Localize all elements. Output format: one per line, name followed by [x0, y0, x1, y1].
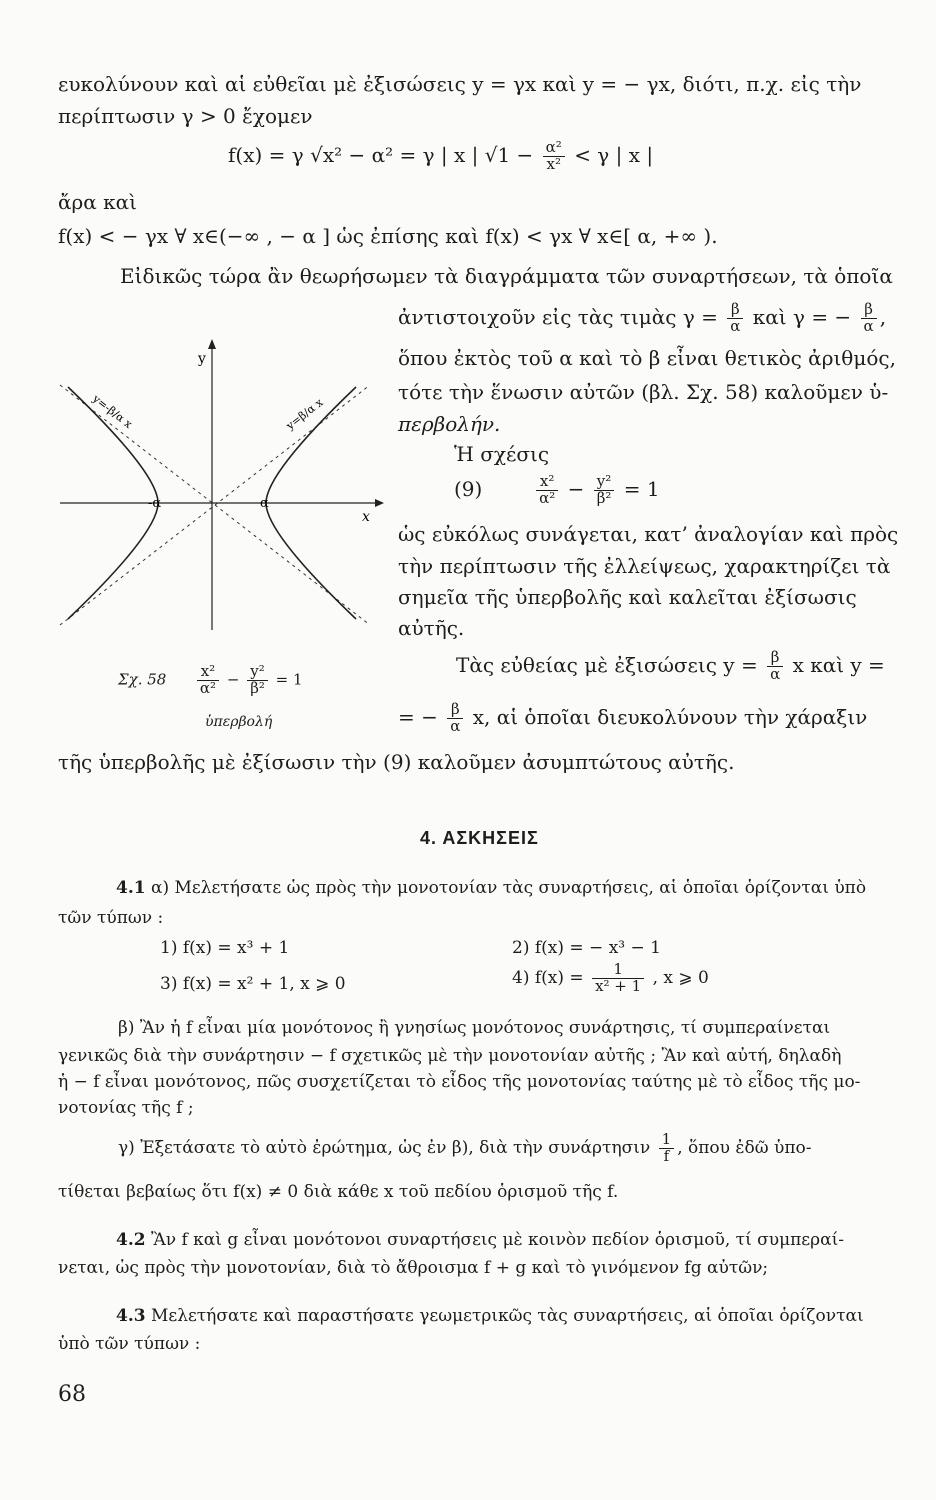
exercise-4-3-line: 4.3 Μελετήσατε καὶ παραστήσατε γεωμετρικῶς τὰς συναρτήσεις, αἱ ὁποῖαι ὁρίζονται — [116, 1306, 864, 1326]
text-line: νοτονίας τῆς f ; — [58, 1098, 194, 1118]
text-line: νεται, ὡς πρὸς τὴν μονοτονίαν, διὰ τὸ ἄθροισμα f + g καὶ τὸ γινόμενον fg αὐτῶν; — [58, 1258, 769, 1278]
text-line: ευκολύνουν καὶ αἱ εὐθεῖαι μὲ ἐξισώσεις y = γx καὶ y = − γx, διότι, π.χ. εἰς τὴν — [58, 72, 862, 96]
vertex-left-label: -α — [148, 496, 162, 511]
hyperbola-figure — [50, 335, 395, 635]
text-line: = − $\frac{\beta}{\alpha}$ x, αἱ ὁποῖαι διευκολύνουν τὴν χάραξιν — [398, 700, 868, 735]
x-axis-arrow — [375, 499, 384, 507]
text-line: Τὰς εὐθείας μὲ ἐξισώσεις y = $\frac{\beta}{\alpha}$ x καὶ y = — [456, 648, 885, 683]
formula-item-3: 3) f(x) = x² + 1, x ⩾ 0 — [160, 974, 346, 994]
text-line: τίθεται βεβαίως ὅτι f(x) ≠ 0 διὰ κάθε x τοῦ πεδίου ὁρισμοῦ τῆς f. — [58, 1182, 619, 1202]
formula-1: f(x) = γ √x² − α² = γ | x | √1 − $\frac{\text{α²}}{\text{x²}}$ < γ | x | — [228, 138, 654, 173]
page-number: 68 — [58, 1382, 86, 1407]
text-line: περβολήν. — [398, 412, 501, 436]
figure-caption: Σχ. 58 $\frac{\text{x²}}{\text{α²}}$ − $\frac{\text{y²}}{\text{β²}}$ = 1 — [118, 662, 303, 697]
y-axis-arrow — [208, 339, 216, 349]
y-axis-label: y — [198, 351, 206, 367]
text-line: γ) Ἐξετάσατε τὸ αὐτὸ ἐρώτημα, ὡς ἐν β), διὰ τὴν συνάρτησιν $\frac{1}{f}$ , ὅπου ἐδῶ ὑπο- — [118, 1130, 812, 1165]
text-line: Ἡ σχέσις — [454, 442, 550, 466]
text-line: περίπτωσιν γ > 0 ἔχομεν — [58, 104, 313, 128]
text-line: ὅπου ἐκτὸς τοῦ α καὶ τὸ β εἶναι θετικὸς ἀριθμός, — [398, 346, 896, 370]
formula-item-4: 4) f(x) = $\frac{1}{\text{x² + 1}}$ , x ⩾ 0 — [512, 960, 709, 995]
text-line: τὴν περίπτωσιν τῆς ἐλλείψεως, χαρακτηρίζει τὰ — [398, 554, 891, 578]
formula-2: f(x) < − γx ∀ x∈(−∞ , − α ] ὡς ἐπίσης καὶ f(x) < γx ∀ x∈[ α, +∞ ). — [58, 224, 718, 248]
text-line: ὡς εὐκόλως συνάγεται, κατ’ ἀναλογίαν καὶ πρὸς — [398, 522, 899, 546]
text-line: ἄρα καὶ — [58, 190, 137, 214]
vertex-right-label: α — [260, 496, 269, 511]
text-line: σημεῖα τῆς ὑπερβολῆς καὶ καλεῖται ἐξίσωσις — [398, 585, 857, 609]
text-line: γενικῶς διὰ τὴν συνάρτησιν − f σχετικῶς μὲ τὴν μονοτονίαν αὐτῆς ; Ἂν καὶ αὐτή, δηλαδὴ — [58, 1046, 842, 1066]
text-line: Εἰδικῶς τώρα ἂν θεωρήσωμεν τὰ διαγράμματα τῶν συναρτήσεων, τὰ ὁποῖα — [120, 264, 893, 288]
asymptote-left-label: y=-β/α x — [90, 392, 135, 431]
exercise-4-1-line: 4.1 α) Μελετήσατε ὡς πρὸς τὴν μονοτονίαν τὰς συναρτήσεις, αἱ ὁποῖαι ὁρίζονται ὑπὸ — [116, 878, 867, 898]
asymptote-right-label: y=β/α x — [283, 395, 326, 433]
text-line: τότε τὴν ἕνωσιν αὐτῶν (βλ. Σχ. 58) καλοῦμεν ὑ- — [398, 380, 889, 404]
text-line: τῶν τύπων : — [58, 908, 164, 928]
formula-item-1: 1) f(x) = x³ + 1 — [160, 938, 290, 958]
text-line: ἡ − f εἶναι μονότονος, πῶς συσχετίζεται τὸ εἶδος τῆς μονοτονίας ταύτης μὲ τὸ εἶδος τῆς μο- — [58, 1072, 861, 1092]
formula-item-2: 2) f(x) = − x³ − 1 — [512, 938, 661, 958]
exercise-4-2-line: 4.2 Ἂν f καὶ g εἶναι μονότονοι συναρτήσεις μὲ κοινὸν πεδίον ὁρισμοῦ, τί συμπεραί- — [116, 1230, 844, 1250]
text-line: β) Ἂν ἡ f εἶναι μία μονότονος ἢ γνησίως μονότονος συνάρτησις, τί συμπεραίνεται — [118, 1018, 831, 1038]
x-axis-label: x — [362, 509, 370, 525]
figure-caption-name: ὑπερβολή — [205, 714, 273, 730]
section-heading: 4. ΑΣΚΗΣΕΙΣ — [420, 828, 539, 848]
equation-9: (9) $\frac{\text{x²}}{\text{α²}}$ − $\frac{\text{y²}}{\text{β²}}$ = 1 — [454, 472, 660, 507]
text-line: ἀντιστοιχοῦν εἰς τὰς τιμὰς γ = $\frac{\beta}{\alpha}$ καὶ γ = − $\frac{\beta}{\alpha}$ , — [398, 300, 887, 335]
text-line: ὑπὸ τῶν τύπων : — [58, 1334, 201, 1354]
text-line: τῆς ὑπερβολῆς μὲ ἐξίσωσιν τὴν (9) καλοῦμεν ἀσυμπτώτους αὐτῆς. — [58, 750, 735, 774]
text-line: αὐτῆς. — [398, 616, 465, 640]
